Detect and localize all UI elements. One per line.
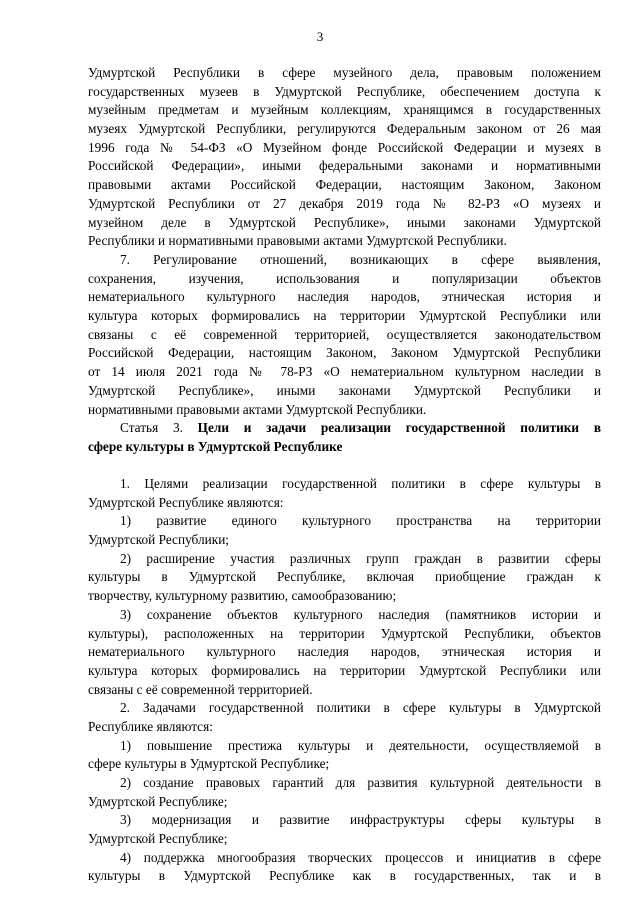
text-line: 2) расширение участия различных групп граждан в развитии сферы (120, 550, 601, 566)
text-line: 1. Целями реализации государственной политики в сфере культуры в (120, 476, 601, 491)
paragraph-museum-regulation (88, 64, 601, 251)
text-line: связаны с её современной территорией, осуществляется законодательством (88, 326, 601, 342)
text-line: нематериального культурного наследия народов, этническая история и (88, 289, 601, 305)
text-line: творчеству, культурному развитию, самообразованию; (88, 588, 397, 604)
text-line: музейном деле в Удмуртской Республике», иными законами Удмуртской (88, 214, 601, 230)
text-line: нормативными правовыми актами Удмуртской Республики. (88, 401, 427, 417)
article-prefix: Статья 3. (120, 420, 183, 435)
text-line: 3) модернизация и развитие инфраструктуры сферы культуры в (120, 812, 601, 828)
text-line: Удмуртской Республике являются: (88, 494, 284, 510)
text-line: музеях Удмуртской Республики, регулируются Федеральным законом от 26 мая (88, 121, 601, 137)
text-line: 2. Задачами государственной политики в сфере культуры в Удмуртской (120, 700, 601, 716)
text-line: сфере культуры в Удмуртской Республике; (88, 756, 330, 772)
text-line: культуры в Удмуртской Республике, включая приобщение граждан к (88, 569, 601, 585)
text-line: культура которых формировались на территории Удмуртской Республики или (88, 308, 601, 324)
text-line: государственных музеев в Удмуртской Республике, обеспечением доступа к (88, 83, 601, 99)
text-line: Удмуртской Республики в сфере музейного дела, правовым положением (88, 65, 601, 80)
text-line: правовыми актами Российской Федерации, настоящим Законом, Законом (88, 177, 601, 193)
text-line: Удмуртской Республики от 27 декабря 2019 года № 82-РЗ «О музеях и (88, 195, 601, 211)
paragraph-item-7 (88, 251, 601, 419)
text-line: от 14 июля 2021 года № 78-РЗ «О нематериальном культурном наследии в (88, 364, 601, 380)
article-heading (88, 419, 601, 456)
article-heading-line (88, 419, 601, 438)
article-title-continued: сфере культуры в Удмуртской Республике (88, 438, 343, 454)
text-line: Республике являются: (88, 718, 213, 734)
text-line: Удмуртской Республике; (88, 793, 228, 809)
article-title: Цели и задачи реализации государственной политики в (197, 420, 601, 435)
paragraph-goals-tasks (88, 475, 601, 886)
text-line: Российской Федерации», иными федеральными законами и нормативными (88, 158, 601, 174)
text-line: 4) поддержка многообразия творческих процессов и инициатив в сфере (120, 849, 601, 865)
text-line: 1) повышение престижа культуры и деятельности, осуществляемой в (120, 737, 601, 753)
text-line: Республики и нормативными правовыми актами Удмуртской Республики. (88, 233, 507, 249)
text-line: культура которых формировались на территории Удмуртской Республики или (88, 662, 601, 678)
text-line: 7. Регулирование отношений, возникающих в сфере выявления, (120, 252, 601, 267)
page-number: 3 (316, 29, 324, 44)
text-line: 1) развитие единого культурного пространства на территории (120, 513, 601, 529)
text-line: 2) создание правовых гарантий для развития культурной деятельности в (120, 775, 601, 790)
text-line: культуры), расположенных на территории Удмуртской Республики, объектов (88, 625, 601, 641)
text-line: 3) сохранение объектов культурного наследия (памятников истории и (120, 606, 601, 622)
text-line: Удмуртской Республике», иными законами Удмуртской Республики и (88, 382, 601, 398)
text-line: музейным предметам и музейным коллекциям, хранящимся в государственных (88, 102, 601, 118)
text-line: Российской Федерации, настоящим Законом, Законом Удмуртской Республики (88, 345, 601, 361)
text-line: культуры в Удмуртской Республике как в государственных, так и в (88, 868, 601, 884)
text-line: связаны с её современной территорией. (88, 681, 313, 697)
text-line: сохранения, изучения, использования и популяризации объектов (88, 270, 601, 286)
text-line: Удмуртской Республике; (88, 831, 228, 847)
text-line: Удмуртской Республики; (88, 532, 229, 548)
text-line: 1996 года № 54-ФЗ «О Музейном фонде Российской Федерации и музеях в (88, 139, 601, 155)
text-line: нематериального культурного наследия народов, этническая история и (88, 644, 601, 660)
